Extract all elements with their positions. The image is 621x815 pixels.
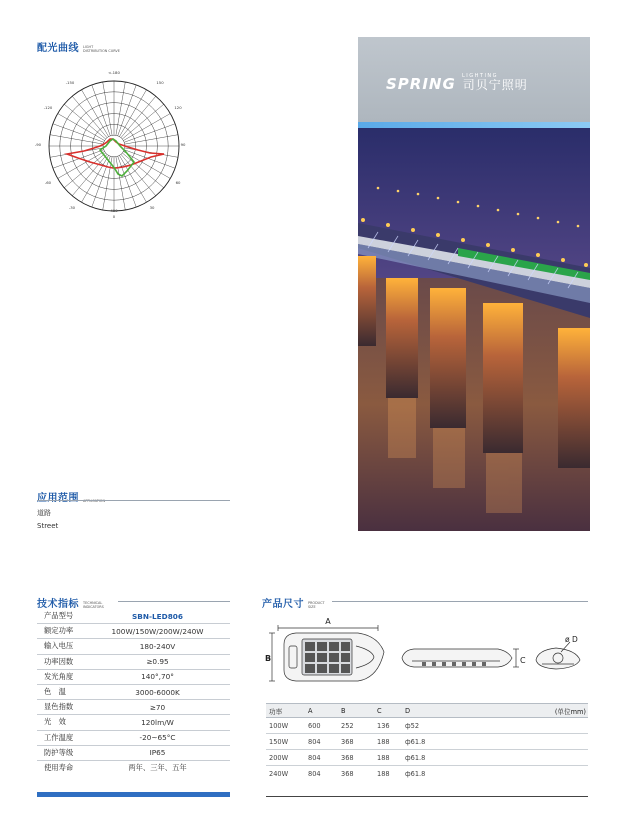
spec-row — [37, 761, 230, 776]
spec-value: ≥0.95 — [146, 657, 169, 667]
spec-value: 100W/150W/200W/240W — [111, 626, 204, 636]
dimension-label-c: C — [520, 656, 526, 665]
polar-grid-spoke — [103, 157, 112, 210]
dimensions-section-header — [262, 595, 325, 610]
spec-row — [37, 655, 230, 670]
polar-grid-spoke — [125, 135, 178, 144]
spec-value: IP65 — [149, 748, 166, 758]
application-line-en: Street — [37, 522, 59, 530]
spec-row — [37, 685, 230, 700]
dim-cell: 804 — [308, 753, 321, 762]
end-view-drawing — [536, 642, 580, 669]
polar-grid-spoke — [103, 82, 112, 135]
spec-value: 两年、三年、五年 — [128, 763, 187, 773]
dim-cell: 100W — [269, 721, 289, 730]
spec-model-value: SBN-LED806 — [132, 611, 183, 621]
dimension-label-d: ø D — [565, 635, 578, 644]
tick-bottom-value: 400 — [110, 208, 118, 213]
dim-header-a: A — [308, 706, 313, 715]
dim-cell: 600 — [308, 721, 321, 730]
dimensions-title: 产品尺寸 — [262, 599, 304, 610]
brand-lighting-text: LIGHTING — [462, 73, 499, 79]
distribution-title: 配光曲线 — [37, 43, 79, 54]
tick-upper-left: -120 — [43, 105, 53, 110]
polar-grid-spoke — [116, 82, 125, 135]
polar-grid-spoke — [122, 104, 163, 139]
table-row — [266, 718, 588, 734]
dim-cell: 804 — [308, 770, 321, 778]
spec-row — [37, 715, 230, 730]
tick-bottom: 0 — [112, 214, 116, 219]
spec-table-footer-bar — [37, 792, 230, 797]
spec-label: 光 效 — [44, 717, 66, 727]
tick-mid-left: -90 — [34, 142, 42, 147]
spec-label: 产品型号 — [44, 611, 74, 621]
polar-grid-spoke — [53, 124, 104, 143]
spec-value: 180-240V — [139, 641, 176, 651]
dimension-table — [266, 703, 588, 782]
polar-grid-spoke — [118, 85, 137, 136]
dim-cell: 200W — [269, 753, 289, 762]
dim-header-power: 功率 — [269, 707, 283, 716]
dimension-table-bottom-rule — [266, 796, 588, 797]
spec-value: ≥70 — [149, 702, 166, 712]
spec-value: 120lm/W — [141, 717, 174, 727]
dim-cell: 150W — [269, 737, 289, 746]
side-view-drawing — [402, 649, 519, 667]
application-title: 应用范围 — [37, 493, 79, 504]
application-subtitle: APPLICATION — [83, 499, 105, 503]
dim-cell: ф61.8 — [405, 753, 426, 762]
polar-grid-spoke — [121, 154, 156, 195]
brand-logo — [386, 75, 528, 93]
polar-grid-spoke — [64, 104, 105, 139]
spec-row — [37, 746, 230, 761]
specs-section-header — [37, 595, 104, 610]
polar-grid-spoke — [64, 153, 105, 188]
spec-label: 功率因数 — [44, 656, 74, 666]
spec-label: 防护等级 — [44, 747, 74, 757]
brand-banner — [358, 37, 590, 122]
distribution-section-header — [37, 39, 120, 54]
tick-bottom-left: -30 — [68, 205, 76, 210]
spec-value: -20~65°C — [139, 733, 176, 743]
spec-table — [37, 609, 230, 776]
dim-cell: 368 — [341, 753, 354, 762]
spec-row — [37, 639, 230, 654]
polar-grid-spoke — [92, 85, 111, 136]
dim-header-b: B — [341, 706, 346, 715]
tick-top-left: -150 — [65, 80, 75, 85]
dimension-label-a: A — [325, 617, 331, 626]
table-row — [266, 766, 588, 782]
polar-grid-spoke — [122, 153, 163, 188]
spec-label: 发光角度 — [44, 671, 74, 681]
dim-cell: ф52 — [405, 721, 420, 730]
dim-header-d: D — [405, 706, 411, 715]
spec-value: 3000-6000K — [135, 687, 180, 697]
dim-cell: 188 — [377, 737, 390, 746]
polar-grid-spoke — [72, 154, 107, 195]
dim-cell: ф61.8 — [405, 737, 426, 746]
polar-grid-spoke — [124, 124, 175, 143]
tick-top: <-180 — [108, 70, 120, 75]
dimensions-header-rule — [332, 601, 588, 602]
bridge-night-photo — [358, 128, 590, 531]
polar-tick-labels — [35, 70, 186, 219]
specs-header-rule — [118, 601, 230, 602]
polar-grid-spoke — [121, 96, 156, 137]
polar-grid-spoke — [116, 157, 125, 210]
dim-cell: 188 — [377, 770, 390, 778]
specs-subtitle: TECHNICAL INDICATORS — [83, 601, 104, 609]
dim-cell: 368 — [341, 770, 354, 778]
table-row — [266, 734, 588, 750]
brand-spring-text: SPRING — [386, 75, 456, 93]
application-section-header — [37, 489, 105, 504]
spec-value: 140°,70° — [141, 672, 174, 682]
spec-row — [37, 609, 230, 624]
dimension-table-header — [266, 703, 588, 718]
application-line-cn: 道路 — [37, 509, 51, 517]
tick-top-right: 150 — [156, 80, 164, 85]
dim-cell: 804 — [308, 737, 321, 746]
application-divider — [37, 500, 230, 501]
polar-grid-spoke — [50, 135, 103, 144]
tick-lower-right: 60 — [175, 180, 181, 185]
polar-grid — [49, 81, 179, 211]
dim-header-c: C — [377, 706, 382, 715]
dim-cell: ф61.8 — [405, 770, 426, 778]
product-dimension-drawings — [262, 614, 592, 698]
dim-unit-label: (单位mm) — [554, 707, 586, 716]
product-photo-panel — [358, 37, 590, 531]
dimensions-subtitle: PRODUCT SIZE — [308, 601, 325, 609]
polar-distribution-chart — [28, 66, 200, 226]
spec-label: 输入电压 — [44, 641, 74, 651]
dim-cell: 136 — [377, 721, 390, 730]
specs-title: 技术指标 — [37, 599, 79, 610]
dim-cell: 240W — [269, 770, 289, 778]
tick-lower-left: -60 — [44, 180, 52, 185]
tick-mid-right: 90 — [180, 142, 186, 147]
spec-row — [37, 700, 230, 715]
spec-label: 使用寿命 — [44, 763, 74, 773]
spec-label: 显色指数 — [44, 702, 74, 712]
spec-row — [37, 624, 230, 639]
spec-label: 额定功率 — [44, 626, 74, 636]
polar-grid-spoke — [72, 96, 107, 137]
tick-upper-right: 120 — [174, 105, 182, 110]
dimension-label-b: B — [265, 654, 272, 663]
distribution-subtitle: LIGHT DISTRIBUTION CURVE — [83, 45, 120, 53]
brand-chinese-text: 司贝宁照明 — [462, 78, 528, 92]
spec-row — [37, 731, 230, 746]
tick-bottom-right: 30 — [149, 205, 155, 210]
dim-cell: 368 — [341, 737, 354, 746]
top-view-drawing — [269, 625, 384, 681]
spec-label: 工作温度 — [44, 732, 74, 742]
spec-row — [37, 670, 230, 685]
dim-cell: 252 — [341, 721, 354, 730]
dim-cell: 188 — [377, 753, 390, 762]
spec-label: 色 温 — [44, 687, 66, 697]
table-row — [266, 750, 588, 766]
